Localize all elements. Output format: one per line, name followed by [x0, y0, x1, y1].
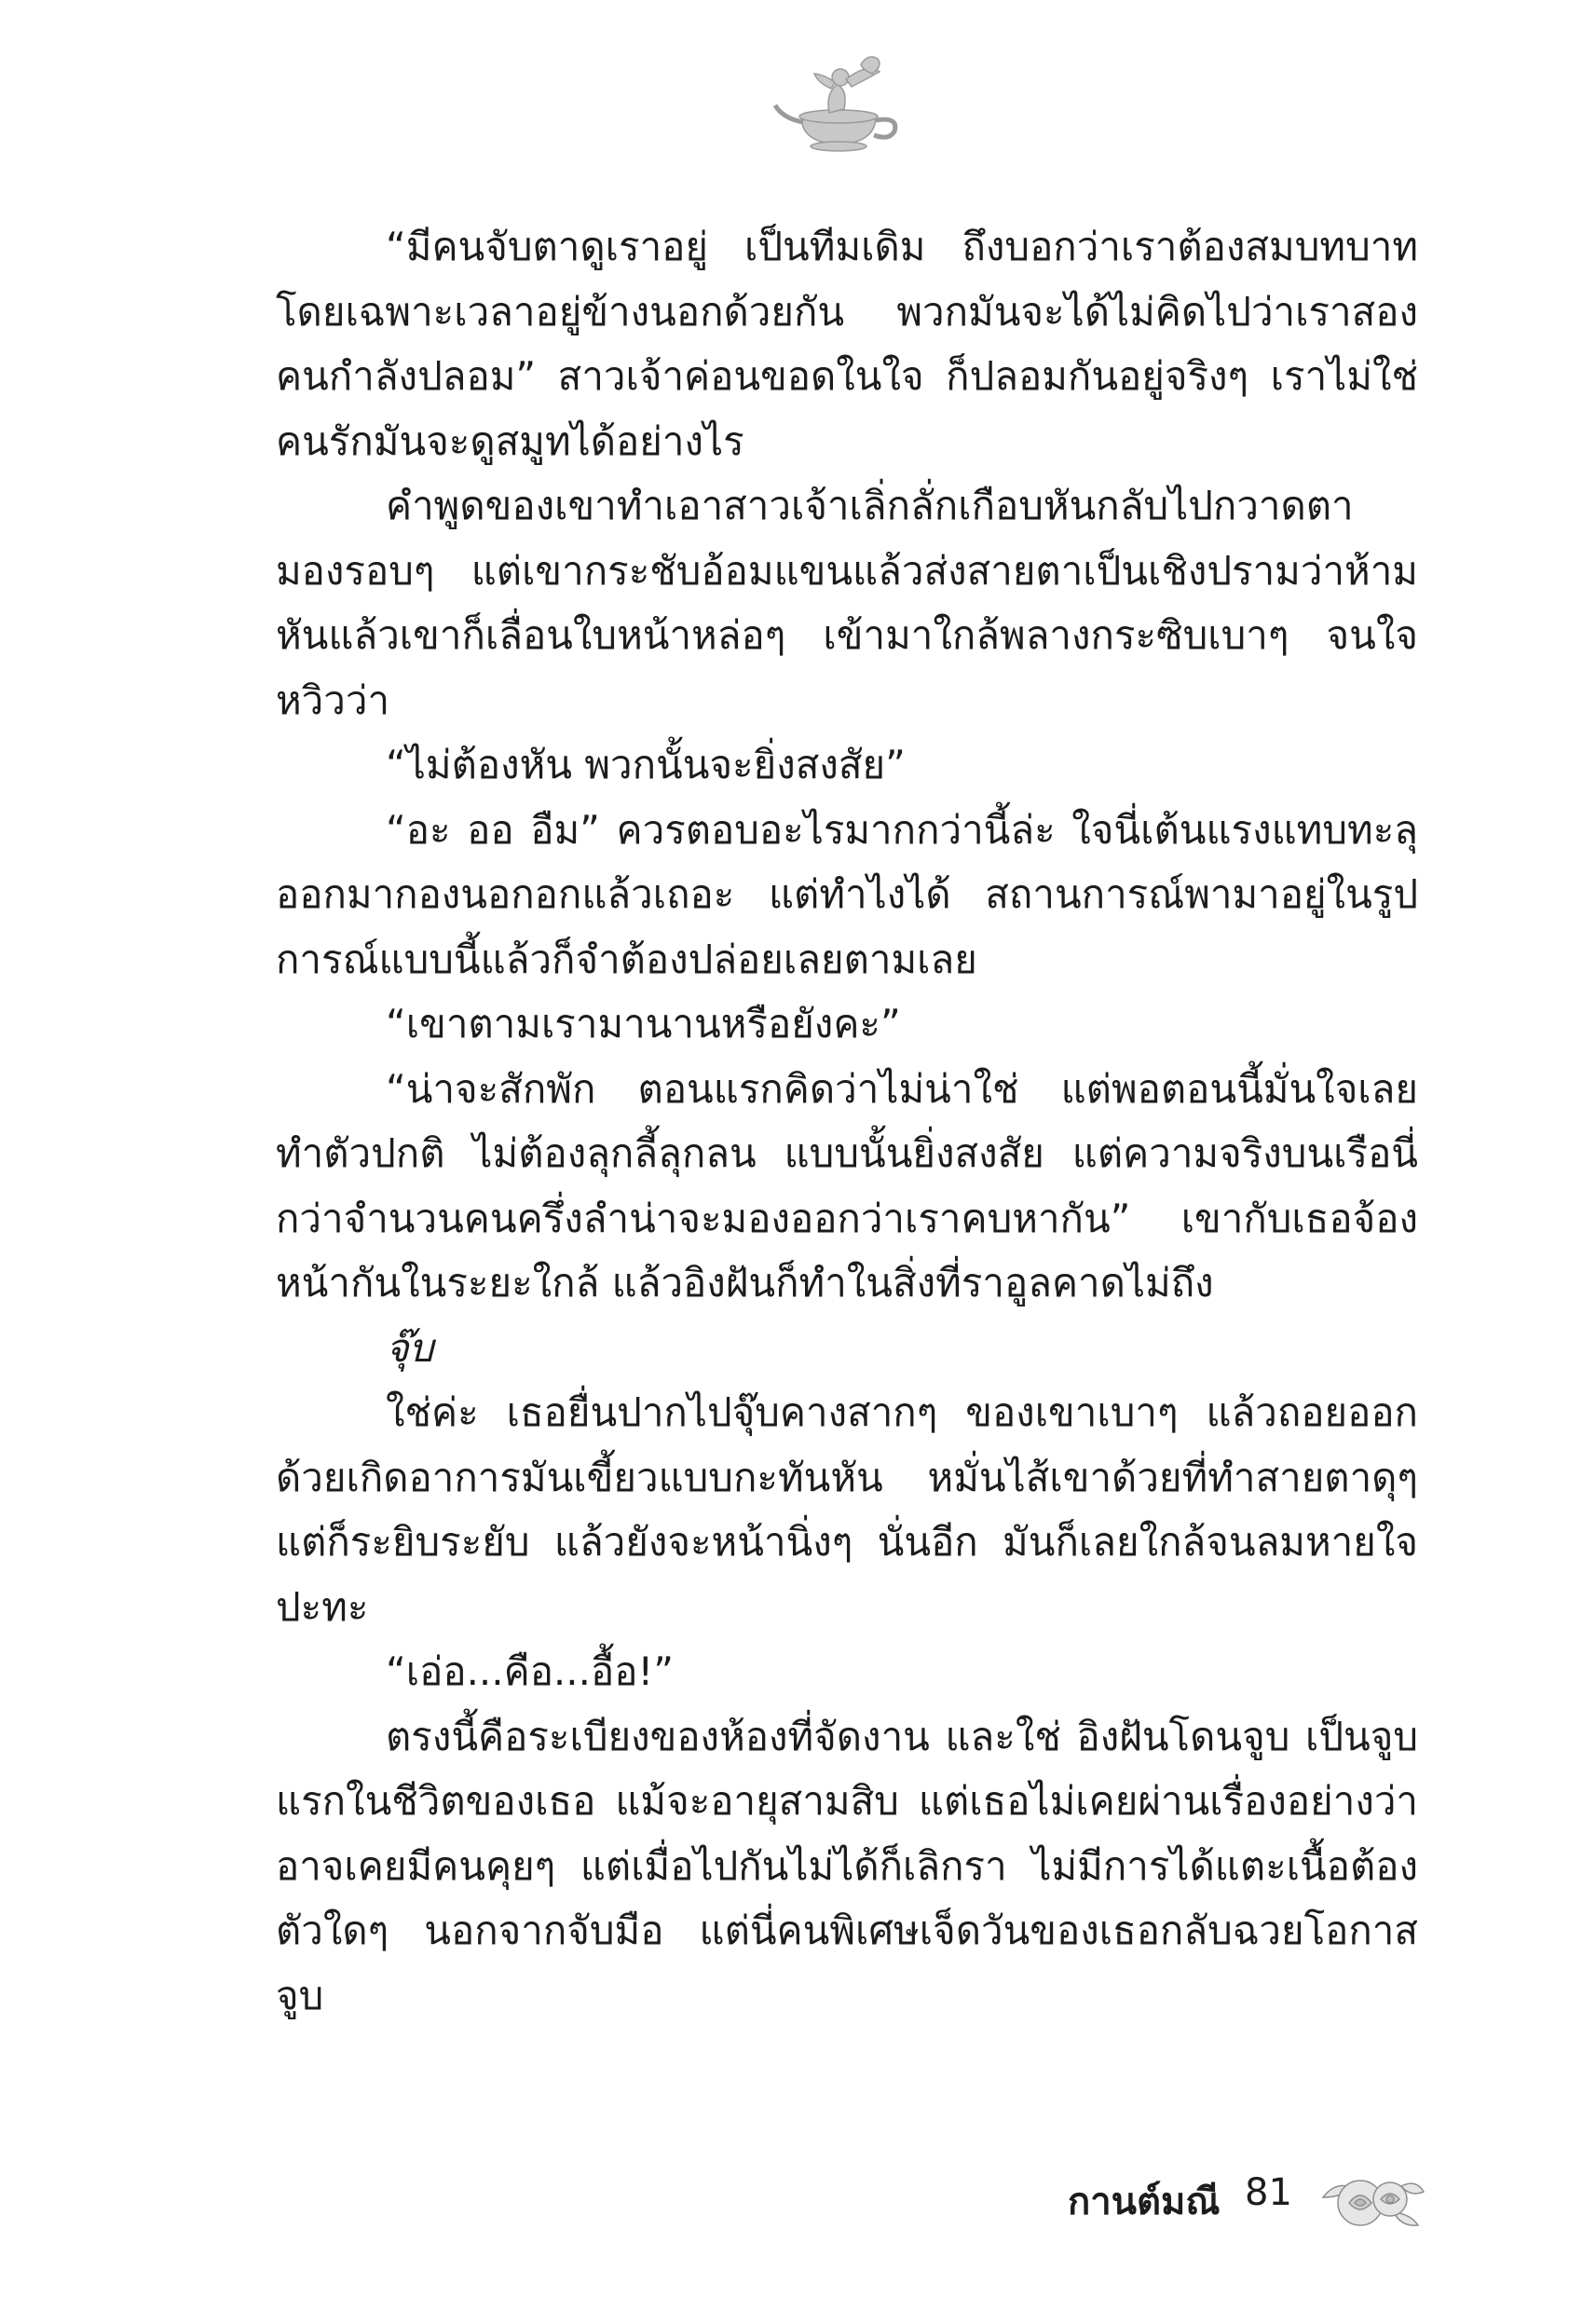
- paragraph: “มีคนจับตาดูเราอยู่ เป็นทีมเดิม ถึงบอกว่าเราต้องสมบทบาท โดยเฉพาะเวลาอยู่ข้างนอกด้วยกัน พวกมันจะได้ไม่คิดไปว่าเราสองคนกำลังปลอม” สาวเจ้าค่อนขอดในใจ ก็ปลอมกันอยู่จริงๆ เราไม่ใช่คนรักมันจะดูสมูทได้อย่างไร: [276, 224, 1418, 464]
- paragraph: “น่าจะสักพัก ตอนแรกคิดว่าไม่น่าใช่ แต่พอตอนนี้มั่นใจเลยทำตัวปกติ ไม่ต้องลุกลี้ลุกลน แบบนั้นยิ่งสงสัย แต่ความจริงบนเรือนี่กว่าจำนวนคนครึ่งลำน่าจะมองออกว่าเราคบหากัน” เขากับเธอจ้องหน้ากันในระยะใกล้ แล้วอิงฝันก็ทำในสิ่งที่ราอูลคาดไม่ถึง: [276, 1065, 1418, 1306]
- paragraph: “เอ่อ...คือ...อื้อ!”: [386, 1648, 675, 1694]
- body-text: [276, 214, 1418, 2028]
- paragraph: ใช่ค่ะ เธอยื่นปากไปจุ๊บคางสากๆ ของเขาเบาๆ แล้วถอยออกด้วยเกิดอาการมันเขี้ยวแบบกะทันหัน หมั่นไส้เขาด้วยที่ทำสายตาดุๆแต่ก็ระยิบระยับ แล้วยังจะหน้านิ่งๆ นั่นอีก มันก็เลยใกล้จนลมหายใจปะทะ: [276, 1389, 1418, 1630]
- paragraph: “เขาตามเรามานานหรือยังคะ”: [386, 1001, 901, 1046]
- paragraph: จุ๊บ: [386, 1324, 434, 1371]
- rose-flower-icon: [1316, 2160, 1427, 2235]
- teapot-cupid-icon: [764, 51, 913, 154]
- paragraph: คำพูดของเขาทำเอาสาวเจ้าเลิ่กลั่กเกือบหันกลับไปกวาดตามองรอบๆ แต่เขากระชับอ้อมแขนแล้วส่งสายตาเป็นเชิงปรามว่าห้ามหันแล้วเขาก็เลื่อนใบหน้าหล่อๆ เข้ามาใกล้พลางกระซิบเบาๆ จนใจหวิวว่า: [276, 483, 1418, 723]
- paragraph: “อะ ออ อืม” ควรตอบอะไรมากกว่านี้ล่ะ ใจนี่เต้นแรงแทบทะลุออกมากองนอกอกแล้วเถอะ แต่ทำไงได้ สถานการณ์พามาอยู่ในรูปการณ์แบบนี้แล้วก็จำต้องปล่อยเลยตามเลย: [276, 806, 1418, 982]
- paragraph: “ไม่ต้องหัน พวกนั้นจะยิ่งสงสัย”: [386, 742, 906, 787]
- page-number: 81: [1245, 2171, 1292, 2214]
- page-footer: [978, 2160, 1425, 2235]
- paragraph: ตรงนี้คือระเบียงของห้องที่จัดงาน และใช่ อิงฝันโดนจูบ เป็นจูบแรกในชีวิตของเธอ แม้จะอายุสามสิบ แต่เธอไม่เคยผ่านเรื่องอย่างว่าอาจเคยมีคนคุยๆ แต่เมื่อไปกันไม่ได้ก็เลิกรา ไม่มีการได้แตะเนื้อต้องตัวใดๆ นอกจากจับมือ แต่นี่คนพิเศษเจ็ดวันของเธอกลับฉวยโอกาสจูบ: [276, 1713, 1418, 2018]
- book-title: กานต์มณี: [1068, 2181, 1221, 2223]
